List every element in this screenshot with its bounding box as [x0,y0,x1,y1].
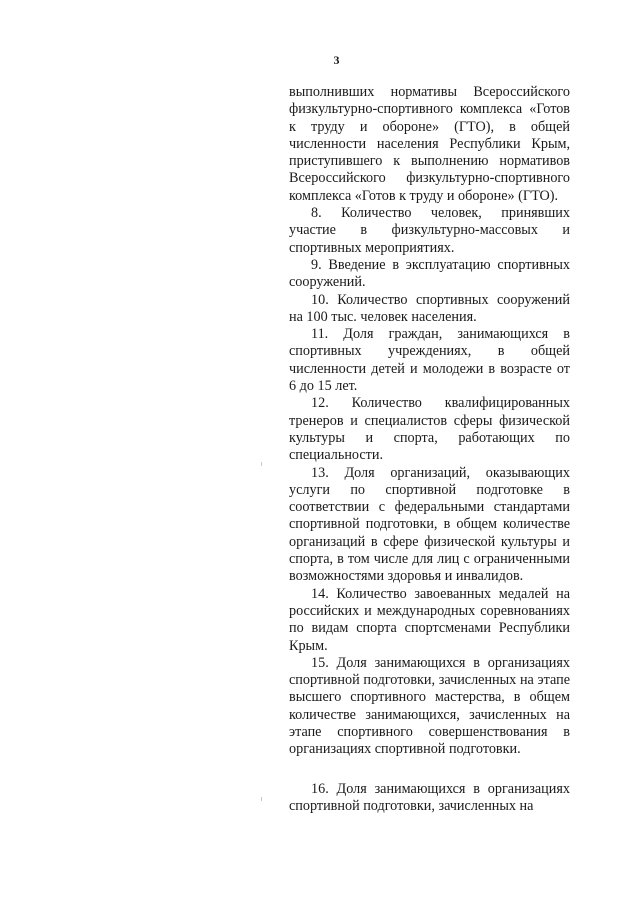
list-item-11: 11. Доля граждан, занимающихся в спортивных учреждениях, в общей численности детей и молодежи в возрасте от 6 до 15 лет. [289,326,570,395]
list-item-10: 10. Количество спортивных сооружений на 100 тыс. человек населения. [289,291,570,325]
list-item-15: 15. Доля занимающихся в организациях спортивной подготовки, зачисленных на этапе высшего спортивного мастерства, в общем количестве занимающихся, зачисленных на этапе спортивного совершенствования в организациях спортивной подготовки. [289,654,570,758]
list-item-16: 16. Доля занимающихся в организациях спортивной подготовки, зачисленных на [289,780,570,814]
list-item-9: 9. Введение в эксплуатацию спортивных сооружений. [289,256,570,291]
document-text-column [289,84,570,815]
list-item-12: 12. Количество квалифицированных тренеров и специалистов сферы физической культуры и спорта, работающих по специальности. [289,395,570,464]
list-item-8: 8. Количество человек, принявших участие в физкультурно-массовых и спортивных мероприятиях. [289,205,570,256]
margin-mark [261,797,262,801]
margin-mark [261,462,262,466]
list-item-13: 13. Доля организаций, оказывающих услуги по спортивной подготовке в соответствии с федеральными стандартами спортивной подготовки, в общем количестве организаций в сфере физической культуры и спорта, в том числе для лиц с ограниченными возможностями здоровья и инвалидов. [289,464,570,585]
intro-paragraph: выполнивших нормативы Всероссийского физкультурно-спортивного комплекса «Готов к труду и обороне» (ГТО), в общей численности населения Республики Крым, приступившего к выполнению нормативов Всероссийского физкультурно-спортивного комплекса «Готов к труду и обороне» (ГТО). [289,84,570,204]
page-number: 3 [333,53,340,67]
list-item-14: 14. Количество завоеванных медалей на российских и международных соревнованиях по видам спорта спортсменами Республики Крым. [289,585,570,654]
